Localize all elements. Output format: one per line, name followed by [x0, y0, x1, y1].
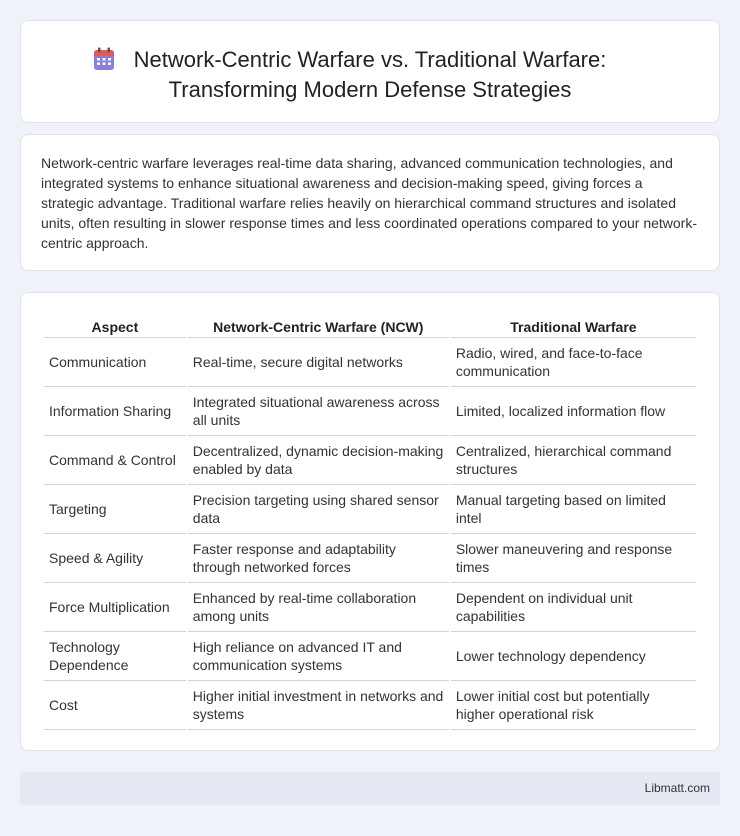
table-row [44, 632, 696, 681]
cell-traditional: Manual targeting based on limited intel [451, 485, 696, 534]
cell-aspect: Information Sharing [44, 387, 186, 436]
cell-ncw: Faster response and adaptability through networked forces [188, 534, 449, 583]
cell-traditional: Lower technology dependency [451, 632, 696, 681]
cell-aspect: Technology Dependence [44, 632, 186, 681]
cell-ncw: Real-time, secure digital networks [188, 338, 449, 387]
cell-ncw: Integrated situational awareness across all units [188, 387, 449, 436]
page-title-line1: Network-Centric Warfare vs. Traditional Warfare: [133, 47, 607, 72]
cell-traditional: Lower initial cost but potentially higher operational risk [451, 681, 696, 730]
table-row [44, 387, 696, 436]
comparison-table [42, 317, 698, 730]
comparison-card [20, 292, 720, 751]
page-title [134, 45, 607, 105]
cell-traditional: Dependent on individual unit capabilities [451, 583, 696, 632]
table-header-row [44, 317, 696, 338]
cell-ncw: Enhanced by real-time collaboration among units [188, 583, 449, 632]
cell-ncw: High reliance on advanced IT and communication systems [188, 632, 449, 681]
cell-traditional: Centralized, hierarchical command structures [451, 436, 696, 485]
cell-aspect: Force Multiplication [44, 583, 186, 632]
table-row [44, 681, 696, 730]
footer-site-link[interactable]: Libmatt.com [644, 781, 710, 795]
table-row [44, 534, 696, 583]
footer-bar [20, 772, 720, 805]
page-title-line2: Transforming Modern Defense Strategies [168, 77, 572, 102]
table-row [44, 338, 696, 387]
cell-aspect: Cost [44, 681, 186, 730]
cell-traditional: Slower maneuvering and response times [451, 534, 696, 583]
header-aspect: Aspect [44, 317, 186, 338]
intro-card [20, 134, 720, 271]
table-row [44, 485, 696, 534]
cell-aspect: Targeting [44, 485, 186, 534]
title-card [20, 20, 720, 123]
cell-aspect: Command & Control [44, 436, 186, 485]
cell-ncw: Decentralized, dynamic decision-making enabled by data [188, 436, 449, 485]
cell-ncw: Higher initial investment in networks and systems [188, 681, 449, 730]
cell-traditional: Radio, wired, and face-to-face communication [451, 338, 696, 387]
cell-traditional: Limited, localized information flow [451, 387, 696, 436]
header-traditional: Traditional Warfare [451, 317, 696, 338]
table-row [44, 583, 696, 632]
table-row [44, 436, 696, 485]
cell-ncw: Precision targeting using shared sensor data [188, 485, 449, 534]
cell-aspect: Speed & Agility [44, 534, 186, 583]
intro-text: Network-centric warfare leverages real-time data sharing, advanced communication technologies, and integrated systems to enhance situational awareness and decision-making speed, giving forces a strategic advantage. Traditional warfare relies heavily on hierarchical command structures and isolated units, often resulting in slower response times and less coordinated operations compared to your network-centric approach. [41, 155, 698, 251]
cell-aspect: Communication [44, 338, 186, 387]
header-ncw: Network-Centric Warfare (NCW) [188, 317, 449, 338]
